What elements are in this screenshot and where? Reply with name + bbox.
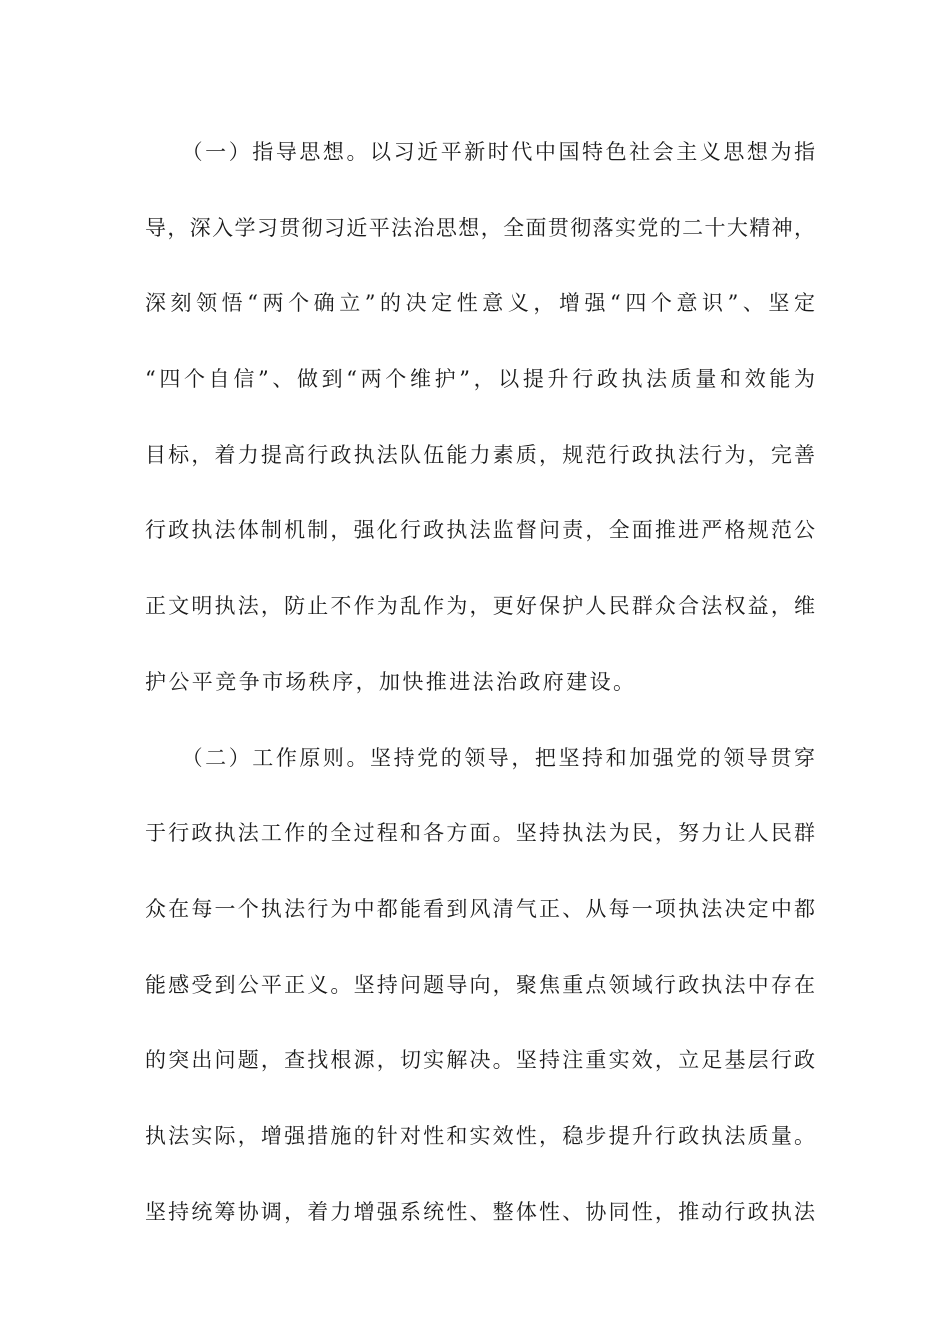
text-line: 目标，着力提高行政执法队伍能力素质，规范行政执法行为，完善: [145, 442, 815, 467]
text-line: 众在每一个执法行为中都能看到风清气正、从每一项执法决定中都: [145, 896, 815, 921]
text-line: 正文明执法，防止不作为乱作为，更好保护人民群众合法权益，维: [145, 594, 815, 619]
text-line: （一）指导思想。以习近平新时代中国特色社会主义思想为指: [145, 140, 815, 164]
text-line: （二）工作原则。坚持党的领导，把坚持和加强党的领导贯穿: [145, 745, 815, 770]
text-line: “四个自信”、做到“两个维护”，以提升行政执法质量和效能为: [145, 367, 815, 392]
text-line: 行政执法体制机制，强化行政执法监督问责，全面推进严格规范公: [145, 518, 815, 543]
paragraph-last-line: 护公平竞争市场秩序，加快推进法治政府建设。: [145, 669, 637, 694]
text-line: 导，深入学习贯彻习近平法治思想，全面贯彻落实党的二十大精神，: [145, 215, 815, 240]
text-line: 于行政执法工作的全过程和各方面。坚持执法为民，努力让人民群: [145, 821, 815, 846]
text-line: 执法实际，增强措施的针对性和实效性，稳步提升行政执法质量。: [145, 1123, 815, 1148]
text-line: 能感受到公平正义。坚持问题导向，聚焦重点领域行政执法中存在: [145, 972, 815, 997]
body-text: [145, 131, 815, 1266]
text-line: 坚持统筹协调，着力增强系统性、整体性、协同性，推动行政执法: [145, 1199, 815, 1224]
text-line: 的突出问题，查找根源，切实解决。坚持注重实效，立足基层行政: [145, 1048, 815, 1073]
text-line: 深刻领悟“两个确立”的决定性意义，增强“四个意识”、坚定: [145, 291, 815, 316]
